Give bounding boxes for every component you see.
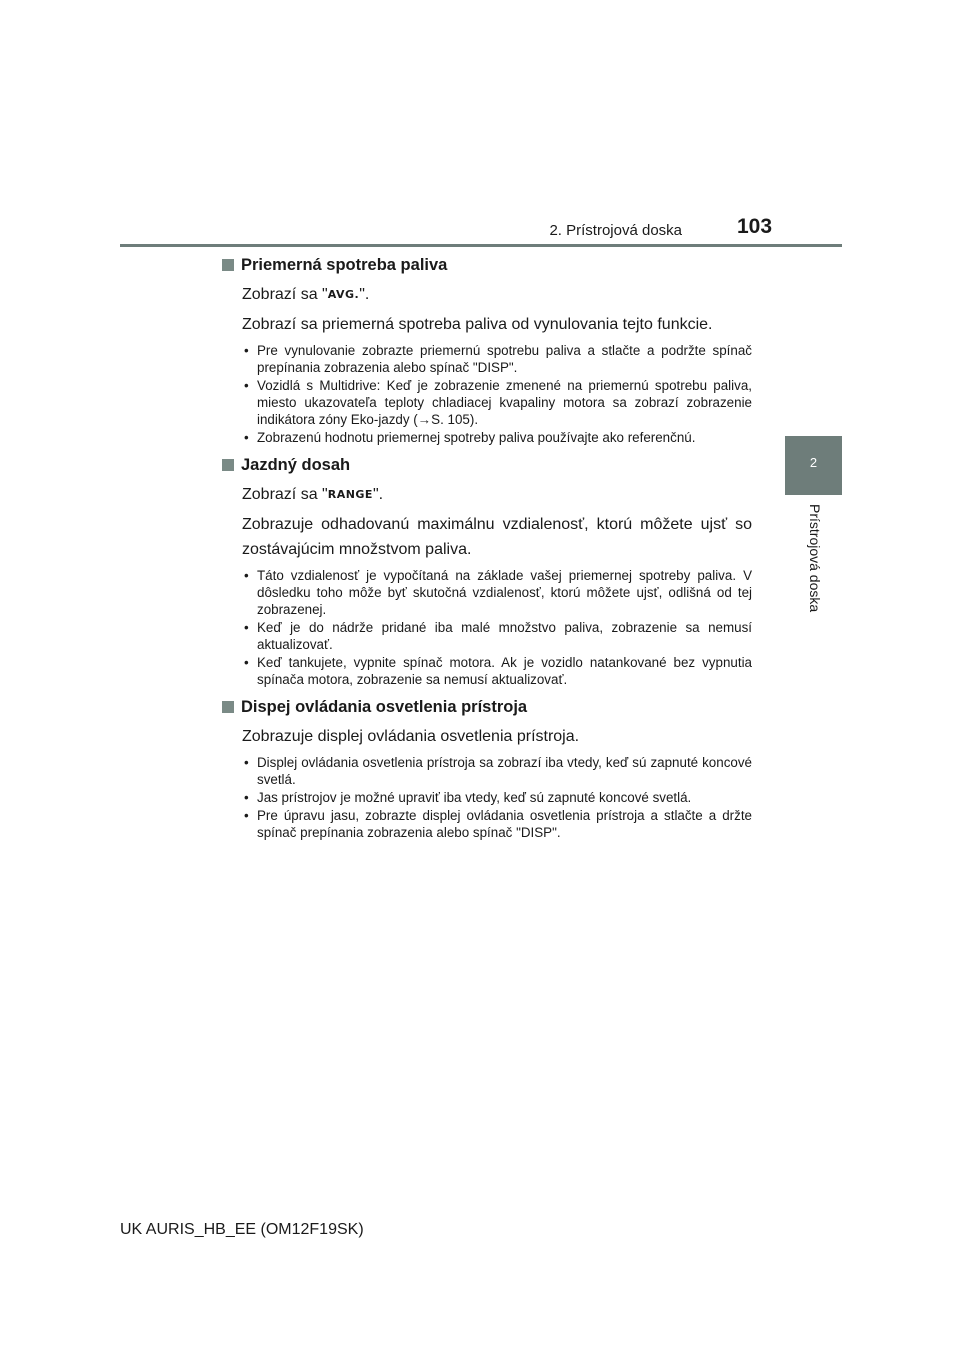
section-description: Zobrazuje odhadovanú maximálnu vzdialenosť, ktorú môžete ujsť so zostávajúcim množstvom paliva.	[242, 516, 752, 558]
bullet-mark: •	[244, 430, 249, 445]
section-instrument-lighting-display	[222, 696, 752, 841]
list-item	[242, 789, 752, 806]
section-title: Jazdný dosah	[241, 456, 351, 474]
list-item	[242, 567, 752, 618]
bullet-mark: •	[244, 790, 249, 805]
square-bullet-icon	[222, 259, 234, 271]
page-content	[222, 254, 752, 849]
list-item	[242, 429, 752, 446]
bullet-mark: •	[244, 755, 249, 770]
section-title: Priemerná spotreba paliva	[241, 256, 448, 274]
bullet-mark: •	[244, 655, 249, 670]
chapter-title: 2. Prístrojová doska	[549, 222, 682, 239]
bullet-text: Táto vzdialenosť je vypočítaná na základe vašej priemernej spotreby paliva. V dôsledku toho môže byť skutočná vzdialenosť, ktorú môžete ujsť, odlišná od tej zobrazenej.	[257, 568, 752, 617]
list-item	[242, 377, 752, 428]
display-suffix: ".	[359, 286, 370, 303]
square-bullet-icon	[222, 459, 234, 471]
bullet-text: Jas prístrojov je možné upraviť iba vtedy, keď sú zapnuté koncové svetlá.	[257, 790, 692, 805]
section-driving-range	[222, 454, 752, 688]
list-item	[242, 654, 752, 688]
bullet-mark: •	[244, 808, 249, 823]
bullet-text: Keď tankujete, vypnite spínač motora. Ak je vozidlo natankované bez vypnutia spínača motora, zobrazenie sa nemusí aktualizovať.	[257, 655, 752, 687]
list-item	[242, 619, 752, 653]
header-divider	[120, 244, 842, 247]
bullet-text: Keď je do nádrže pridané iba malé množstvo paliva, zobrazenie sa nemusí aktualizovať.	[257, 620, 752, 652]
bullet-list	[242, 342, 752, 446]
display-prefix: Zobrazí sa "	[242, 286, 328, 303]
page-number: 103	[737, 215, 773, 238]
avg-indicator-icon: AVG.	[327, 288, 360, 301]
bullet-text: Vozidlá s Multidrive: Keď je zobrazenie zmenené na priemernú spotrebu paliva, miesto ukazovateľa teploty chladiacej kvapaliny motora sa zobrazí zobrazenie indikátora zóny Eko-jazdy (→S. 105).	[257, 378, 752, 427]
list-item	[242, 807, 752, 841]
list-item	[242, 342, 752, 376]
section-title: Dispej ovládania osvetlenia prístroja	[241, 698, 528, 716]
bullet-mark: •	[244, 343, 249, 358]
display-indicator-line	[242, 282, 752, 307]
list-item	[242, 754, 752, 788]
display-suffix: ".	[372, 486, 384, 503]
section-description: Zobrazí sa priemerná spotreba paliva od vynulovania tejto funkcie.	[242, 316, 713, 333]
bullet-mark: •	[244, 568, 249, 583]
range-indicator-icon: RANGE	[327, 488, 373, 501]
side-tab-label: Prístrojová doska	[807, 504, 823, 613]
section-description: Zobrazuje displej ovládania osvetlenia prístroja.	[242, 728, 580, 745]
display-indicator-line	[242, 482, 752, 507]
section-average-fuel-consumption	[222, 254, 752, 446]
bullet-text: Displej ovládania osvetlenia prístroja sa zobrazí iba vtedy, keď sú zapnuté koncové svetlá.	[257, 755, 752, 787]
display-prefix: Zobrazí sa "	[242, 486, 328, 503]
bullet-text: Zobrazenú hodnotu priemernej spotreby paliva používajte ako referenčnú.	[257, 430, 696, 445]
bullet-text: Pre úpravu jasu, zobrazte displej ovládania osvetlenia prístroja a stlačte a držte spínač prepínania zobrazenia alebo spínač "DISP".	[257, 808, 752, 840]
bullet-mark: •	[244, 620, 249, 635]
side-tab-number: 2	[809, 455, 818, 470]
footer-model-code: UK AURIS_HB_EE (OM12F19SK)	[120, 1221, 364, 1238]
square-bullet-icon	[222, 701, 234, 713]
bullet-mark: •	[244, 378, 249, 393]
bullet-text: Pre vynulovanie zobrazte priemernú spotrebu paliva a stlačte a podržte spínač prepínania zobrazenia alebo spínač "DISP".	[257, 343, 752, 375]
bullet-list	[242, 754, 752, 841]
bullet-list	[242, 567, 752, 688]
